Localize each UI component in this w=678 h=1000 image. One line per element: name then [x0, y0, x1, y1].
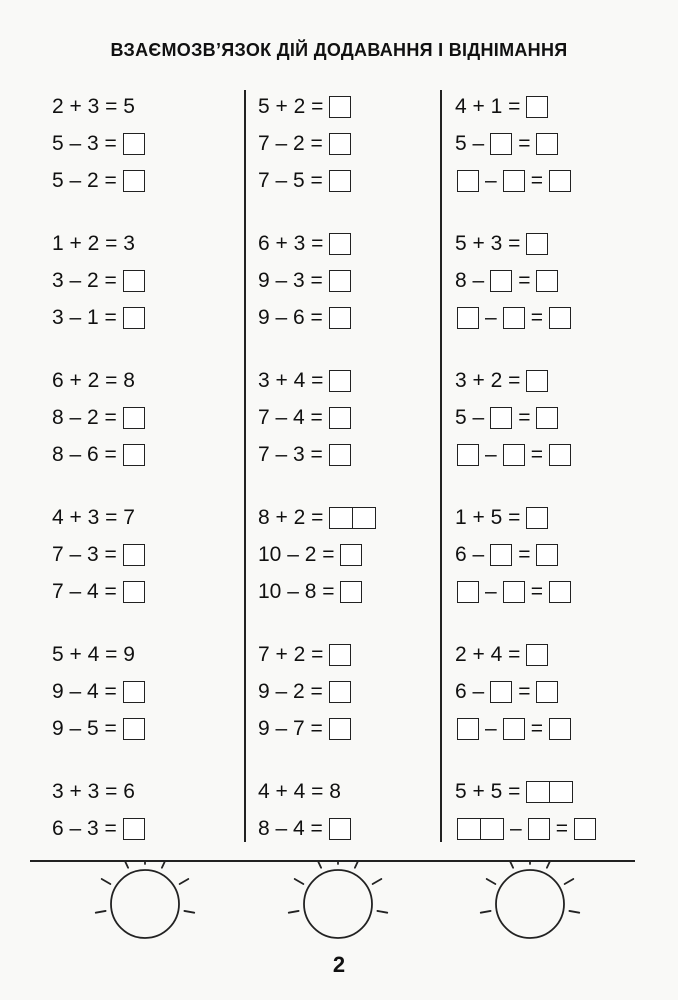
answer-box[interactable] [490, 681, 512, 703]
answer-box[interactable] [536, 133, 558, 155]
equation [258, 88, 378, 125]
equation-text: 7 – 3 = [258, 443, 323, 466]
sun-icon [289, 862, 387, 938]
equation [455, 88, 598, 125]
equation-text: 4 + 4 = 8 [258, 780, 341, 803]
equation [52, 299, 147, 336]
equation-text: 5 – [455, 406, 485, 429]
equation-text: 7 – 3 = [52, 543, 117, 566]
equation [52, 773, 147, 810]
sun-ray [124, 862, 128, 868]
equation [258, 636, 378, 673]
sun-ray [565, 879, 574, 884]
exercise-group [455, 499, 598, 636]
equation [52, 810, 147, 847]
sun-ray [509, 862, 513, 868]
equation [258, 262, 378, 299]
equation [52, 536, 147, 573]
two-digit-answer-box[interactable] [329, 507, 376, 529]
equation-text: = [530, 169, 543, 192]
answer-box[interactable] [549, 444, 571, 466]
equation [52, 162, 147, 199]
exercise-group [258, 88, 378, 225]
equation-text: – [485, 443, 497, 466]
answer-box[interactable] [574, 818, 596, 840]
equation-text: 6 + 3 = [258, 232, 324, 255]
equation-text: 3 + 2 = [455, 369, 521, 392]
sun-icon [96, 862, 194, 938]
answer-box[interactable] [123, 818, 145, 840]
answer-box[interactable] [503, 444, 525, 466]
page-title: ВЗАЄМОЗВ’ЯЗОК ДІЙ ДОДАВАННЯ І ВІДНІМАННЯ [110, 40, 568, 60]
answer-box[interactable] [123, 170, 145, 192]
two-digit-answer-box[interactable] [526, 781, 573, 803]
answer-box[interactable] [329, 718, 351, 740]
equation-text: 8 – 6 = [52, 443, 117, 466]
equation-text: 9 – 7 = [258, 717, 323, 740]
answer-box[interactable] [329, 370, 351, 392]
answer-box[interactable] [329, 270, 351, 292]
equation-text: 6 – [455, 680, 485, 703]
equation-text: 5 + 2 = [258, 95, 324, 118]
equation [455, 299, 598, 336]
answer-box[interactable] [329, 444, 351, 466]
equation-text: 2 + 4 = [455, 643, 521, 666]
equation [258, 436, 378, 473]
column-divider [440, 90, 442, 842]
equation-text: = [530, 306, 543, 329]
answer-box[interactable] [528, 818, 550, 840]
answer-box[interactable] [526, 370, 548, 392]
answer-box[interactable] [329, 681, 351, 703]
equation-text: = [555, 817, 568, 840]
equation [258, 773, 378, 810]
equation [52, 636, 147, 673]
equation-text: = [518, 132, 531, 155]
equation-text: 3 + 4 = [258, 369, 324, 392]
answer-box[interactable] [123, 681, 145, 703]
equation-text: – [485, 306, 497, 329]
exercise-group [258, 225, 378, 362]
equation-text: 9 – 5 = [52, 717, 117, 740]
equation [258, 573, 378, 610]
equation-text: = [530, 443, 543, 466]
answer-box[interactable] [123, 307, 145, 329]
equation-text: 2 + 3 = 5 [52, 95, 135, 118]
answer-box[interactable] [329, 96, 351, 118]
sun-ray [569, 911, 579, 913]
answer-box[interactable] [490, 133, 512, 155]
answer-box[interactable] [123, 718, 145, 740]
answer-box[interactable] [536, 270, 558, 292]
equation-text: – [485, 169, 497, 192]
answer-box[interactable] [503, 170, 525, 192]
equation [258, 225, 378, 262]
sun-decorations [0, 862, 678, 952]
exercise-column-2 [258, 88, 378, 910]
equation [455, 810, 598, 847]
equation-text: = [530, 580, 543, 603]
answer-box[interactable] [503, 307, 525, 329]
answer-box[interactable] [123, 581, 145, 603]
equation [52, 710, 147, 747]
answer-box[interactable] [329, 170, 351, 192]
exercise-group [258, 499, 378, 636]
equation-text: – [510, 817, 522, 840]
exercise-group [455, 225, 598, 362]
equation [52, 362, 147, 399]
exercise-column-1 [52, 88, 147, 910]
equation-text: 7 – 2 = [258, 132, 323, 155]
answer-box[interactable] [549, 581, 571, 603]
answer-box[interactable] [549, 170, 571, 192]
equation [258, 399, 378, 436]
sun-ray [162, 862, 166, 868]
equation-text: – [485, 580, 497, 603]
answer-box[interactable] [549, 718, 571, 740]
column-divider [244, 90, 246, 842]
equation [455, 262, 598, 299]
equation [455, 573, 598, 610]
equation-text: 5 – [455, 132, 485, 155]
equation-text: 8 – 2 = [52, 406, 117, 429]
equation [52, 573, 147, 610]
equation [455, 125, 598, 162]
answer-box[interactable] [329, 644, 351, 666]
exercise-group [455, 636, 598, 773]
equation-text: 1 + 5 = [455, 506, 521, 529]
equation [455, 162, 598, 199]
answer-box[interactable] [123, 133, 145, 155]
answer-box[interactable] [457, 718, 479, 740]
sun-icon [481, 862, 579, 938]
answer-box[interactable] [123, 407, 145, 429]
equation-text: 7 – 5 = [258, 169, 323, 192]
sun-ray [180, 879, 189, 884]
equation-text: 1 + 2 = 3 [52, 232, 135, 255]
sun-ray [547, 862, 551, 868]
equation [258, 710, 378, 747]
answer-box[interactable] [526, 644, 548, 666]
answer-box[interactable] [526, 233, 548, 255]
answer-box[interactable] [340, 581, 362, 603]
sun-ray [373, 879, 382, 884]
answer-box[interactable] [490, 270, 512, 292]
equation [455, 536, 598, 573]
sun-ray [355, 862, 359, 868]
equation-text: 8 – [455, 269, 485, 292]
exercise-group [258, 636, 378, 773]
equation-text: 3 – 1 = [52, 306, 117, 329]
sun-ray [295, 879, 304, 884]
equation [455, 225, 598, 262]
answer-box[interactable] [536, 681, 558, 703]
answer-box[interactable] [457, 444, 479, 466]
equation [52, 436, 147, 473]
equation-text: 5 – 2 = [52, 169, 117, 192]
exercise-group [52, 88, 147, 225]
answer-box[interactable] [329, 407, 351, 429]
answer-box[interactable] [503, 718, 525, 740]
equation-text: 3 – 2 = [52, 269, 117, 292]
equation-text: = [518, 269, 531, 292]
equation-text: 5 + 4 = 9 [52, 643, 135, 666]
answer-box[interactable] [536, 407, 558, 429]
answer-box[interactable] [490, 544, 512, 566]
two-digit-answer-box[interactable] [457, 818, 504, 840]
equation-text: 4 + 3 = 7 [52, 506, 135, 529]
answer-box[interactable] [526, 96, 548, 118]
answer-box[interactable] [123, 444, 145, 466]
answer-box[interactable] [457, 581, 479, 603]
equation-text: = [518, 680, 531, 703]
exercise-group [52, 362, 147, 499]
sun-ray [317, 862, 321, 868]
equation-text: 10 – 2 = [258, 543, 335, 566]
equation-text: 5 – 3 = [52, 132, 117, 155]
equation-text: 8 – 4 = [258, 817, 323, 840]
equation-text: = [530, 717, 543, 740]
exercise-group [52, 225, 147, 362]
equation-text: 7 + 2 = [258, 643, 324, 666]
answer-box[interactable] [329, 818, 351, 840]
equation [258, 673, 378, 710]
equation [52, 88, 147, 125]
answer-box[interactable] [329, 233, 351, 255]
answer-box[interactable] [340, 544, 362, 566]
answer-box[interactable] [457, 307, 479, 329]
equation [258, 299, 378, 336]
equation [52, 262, 147, 299]
equation [258, 362, 378, 399]
equation-text: 3 + 3 = 6 [52, 780, 135, 803]
equation-text: 6 + 2 = 8 [52, 369, 135, 392]
sun-ray [377, 911, 387, 913]
answer-box[interactable] [503, 581, 525, 603]
equation-text: 4 + 1 = [455, 95, 521, 118]
equation-text: 5 + 5 = [455, 780, 521, 803]
answer-box[interactable] [549, 307, 571, 329]
equation [52, 673, 147, 710]
equation-text: 6 – 3 = [52, 817, 117, 840]
equation [455, 673, 598, 710]
equation [455, 636, 598, 673]
equation-text: 9 – 6 = [258, 306, 323, 329]
equation-text: 9 – 2 = [258, 680, 323, 703]
equation [52, 499, 147, 536]
exercise-group [52, 499, 147, 636]
equation [258, 810, 378, 847]
equation [258, 536, 378, 573]
exercise-group [455, 88, 598, 225]
equation [52, 225, 147, 262]
exercise-column-3 [455, 88, 598, 910]
answer-box[interactable] [457, 170, 479, 192]
answer-box[interactable] [536, 544, 558, 566]
equation [455, 499, 598, 536]
equation [455, 399, 598, 436]
equation [258, 162, 378, 199]
sun-ray [184, 911, 194, 913]
answer-box[interactable] [329, 133, 351, 155]
equation-text: 7 – 4 = [258, 406, 323, 429]
answer-box[interactable] [123, 270, 145, 292]
equation-text: 10 – 8 = [258, 580, 335, 603]
exercise-group [258, 362, 378, 499]
exercise-group [455, 362, 598, 499]
equation-text: = [518, 543, 531, 566]
equation [455, 436, 598, 473]
equation [455, 362, 598, 399]
sun-ray [96, 911, 106, 913]
equation-text: 8 + 2 = [258, 506, 324, 529]
answer-box[interactable] [490, 407, 512, 429]
exercise-group [52, 636, 147, 773]
equation-text: 5 + 3 = [455, 232, 521, 255]
page-number: 2 [332, 952, 346, 977]
equation [52, 399, 147, 436]
equation [258, 125, 378, 162]
answer-box[interactable] [526, 507, 548, 529]
equation-text: 9 – 4 = [52, 680, 117, 703]
sun-ray [289, 911, 299, 913]
equation-text: = [518, 406, 531, 429]
sun-ray [487, 879, 496, 884]
equation-text: 7 – 4 = [52, 580, 117, 603]
equation [52, 125, 147, 162]
equation-text: 6 – [455, 543, 485, 566]
answer-box[interactable] [123, 544, 145, 566]
equation [455, 710, 598, 747]
answer-box[interactable] [329, 307, 351, 329]
equation-text: – [485, 717, 497, 740]
sun-ray [102, 879, 111, 884]
equation [455, 773, 598, 810]
equation-text: 9 – 3 = [258, 269, 323, 292]
equation [258, 499, 378, 536]
sun-ray [481, 911, 491, 913]
